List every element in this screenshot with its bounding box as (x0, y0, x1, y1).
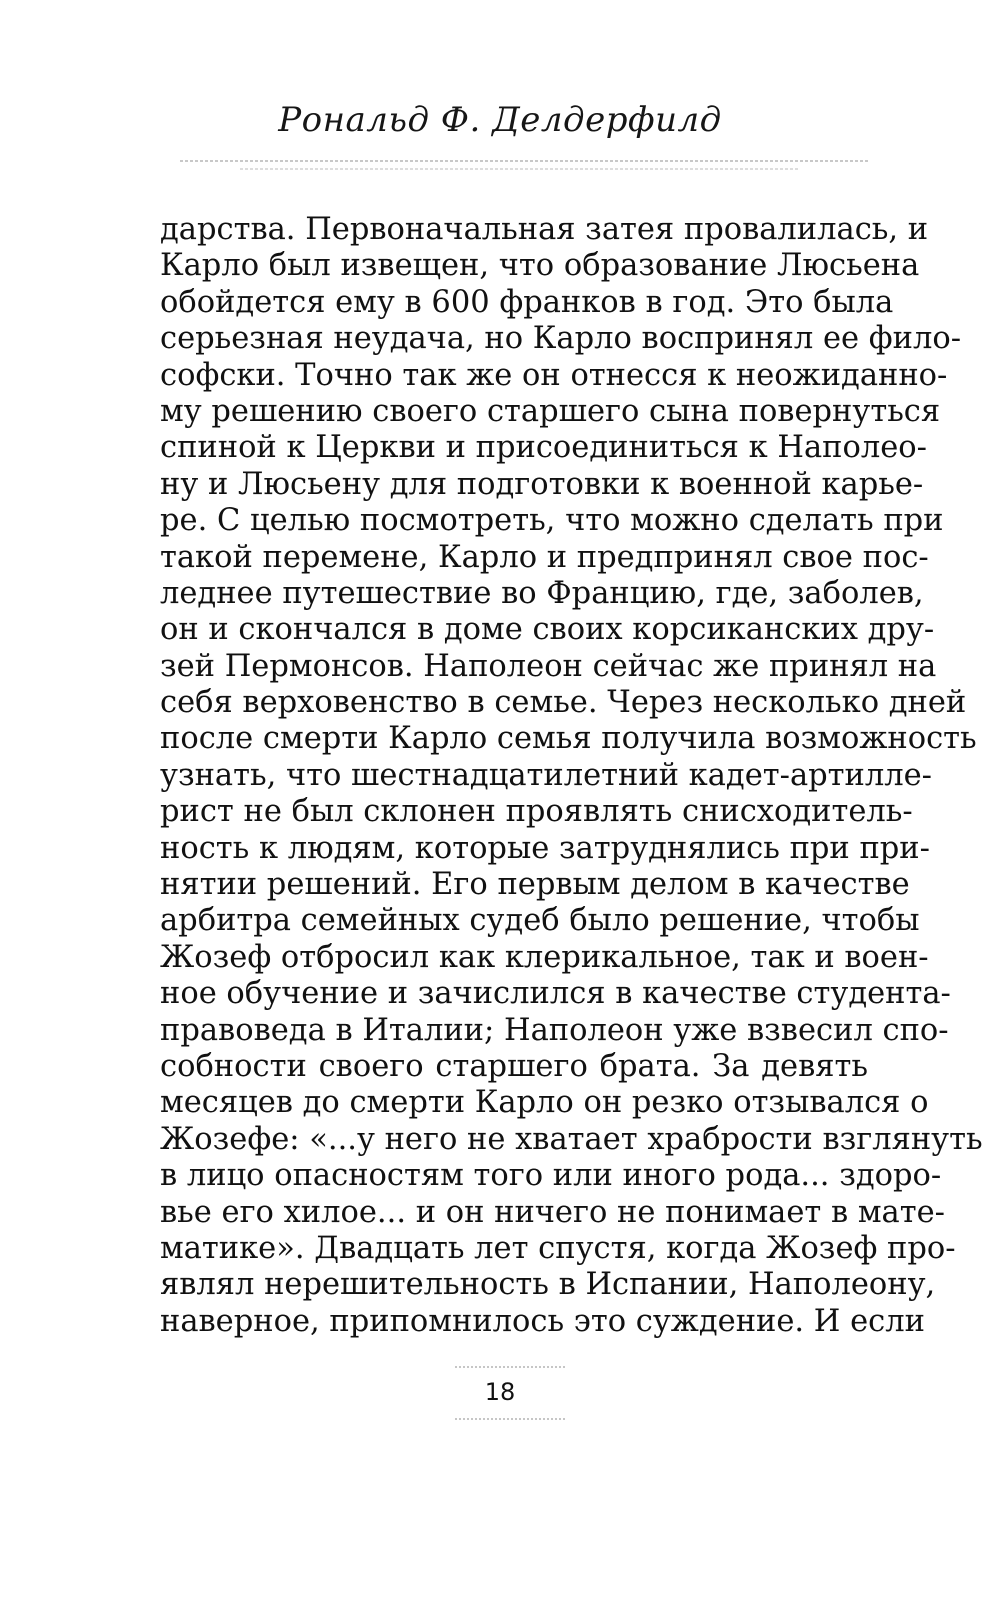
text-line: леднее путешествие во Францию, где, заболев, (160, 575, 924, 611)
text-line: ность к людям, которые затруднялись при при- (160, 830, 930, 866)
text-line: после смерти Карло семья получила возможность (160, 721, 977, 757)
text-line: Жозеф отбросил как клерикальное, так и воен- (160, 939, 929, 975)
text-line: ное обучение и зачислился в качестве студента- (160, 976, 951, 1012)
text-line: месяцев до смерти Карло он резко отзывался о (160, 1085, 929, 1121)
text-line: обойдется ему в 600 франков в год. Это была (160, 284, 894, 320)
text-line: наверное, припомнилось это суждение. И если (160, 1303, 925, 1339)
text-line: ре. С целью посмотреть, что можно сделать при (160, 503, 944, 539)
text-line: спиной к Церкви и присоединиться к Наполео- (160, 430, 927, 466)
text-line: нятии решений. Его первым делом в качестве (160, 867, 910, 903)
folio-divider-bottom (455, 1418, 565, 1420)
text-line: в лицо опасностям того или иного рода... здоро- (160, 1158, 942, 1194)
text-line: дарства. Первоначальная затея провалилась, и (160, 212, 929, 247)
text-line: му решению своего старшего сына повернуться (160, 393, 941, 429)
text-line: ну и Люсьену для подготовки к военной карье- (160, 466, 924, 502)
page-body-text (160, 212, 983, 1340)
text-line: такой перемене, Карло и предпринял свое пос- (160, 539, 929, 575)
text-line: серьезная неудача, но Карло воспринял ее фило- (160, 321, 962, 357)
text-line: арбитра семейных судеб было решение, чтобы (160, 903, 920, 939)
header-divider-faint (240, 168, 800, 170)
text-line: являл нерешительность в Испании, Наполеону, (160, 1267, 936, 1303)
text-line: правоведа в Италии; Наполеон уже взвесил спо- (160, 1012, 949, 1048)
text-line: собности своего старшего брата. За девять (160, 1048, 868, 1084)
running-header-author: Рональд Ф. Делдерфилд (278, 100, 722, 140)
folio-divider-top (455, 1366, 565, 1368)
text-line: он и скончался в доме своих корсиканских дру- (160, 612, 935, 648)
text-line: софски. Точно так же он отнесся к неожиданно- (160, 357, 948, 393)
page-number: 18 (484, 1378, 516, 1406)
text-line: себя верховенство в семье. Через несколько дней (160, 685, 967, 721)
text-line: узнать, что шестнадцатилетний кадет-артилле- (160, 757, 932, 793)
text-line: Карло был извещен, что образование Люсьена (160, 248, 920, 284)
text-line: вье его хилое... и он ничего не понимает в мате- (160, 1194, 945, 1230)
header-divider (180, 160, 870, 162)
text-line: рист не был склонен проявлять снисходитель- (160, 794, 913, 830)
text-line: Жозефе: «...у него не хватает храбрости взглянуть (160, 1121, 983, 1157)
text-line: матике». Двадцать лет спустя, когда Жозеф про- (160, 1230, 956, 1266)
text-line: зей Пермонсов. Наполеон сейчас же принял на (160, 648, 937, 684)
